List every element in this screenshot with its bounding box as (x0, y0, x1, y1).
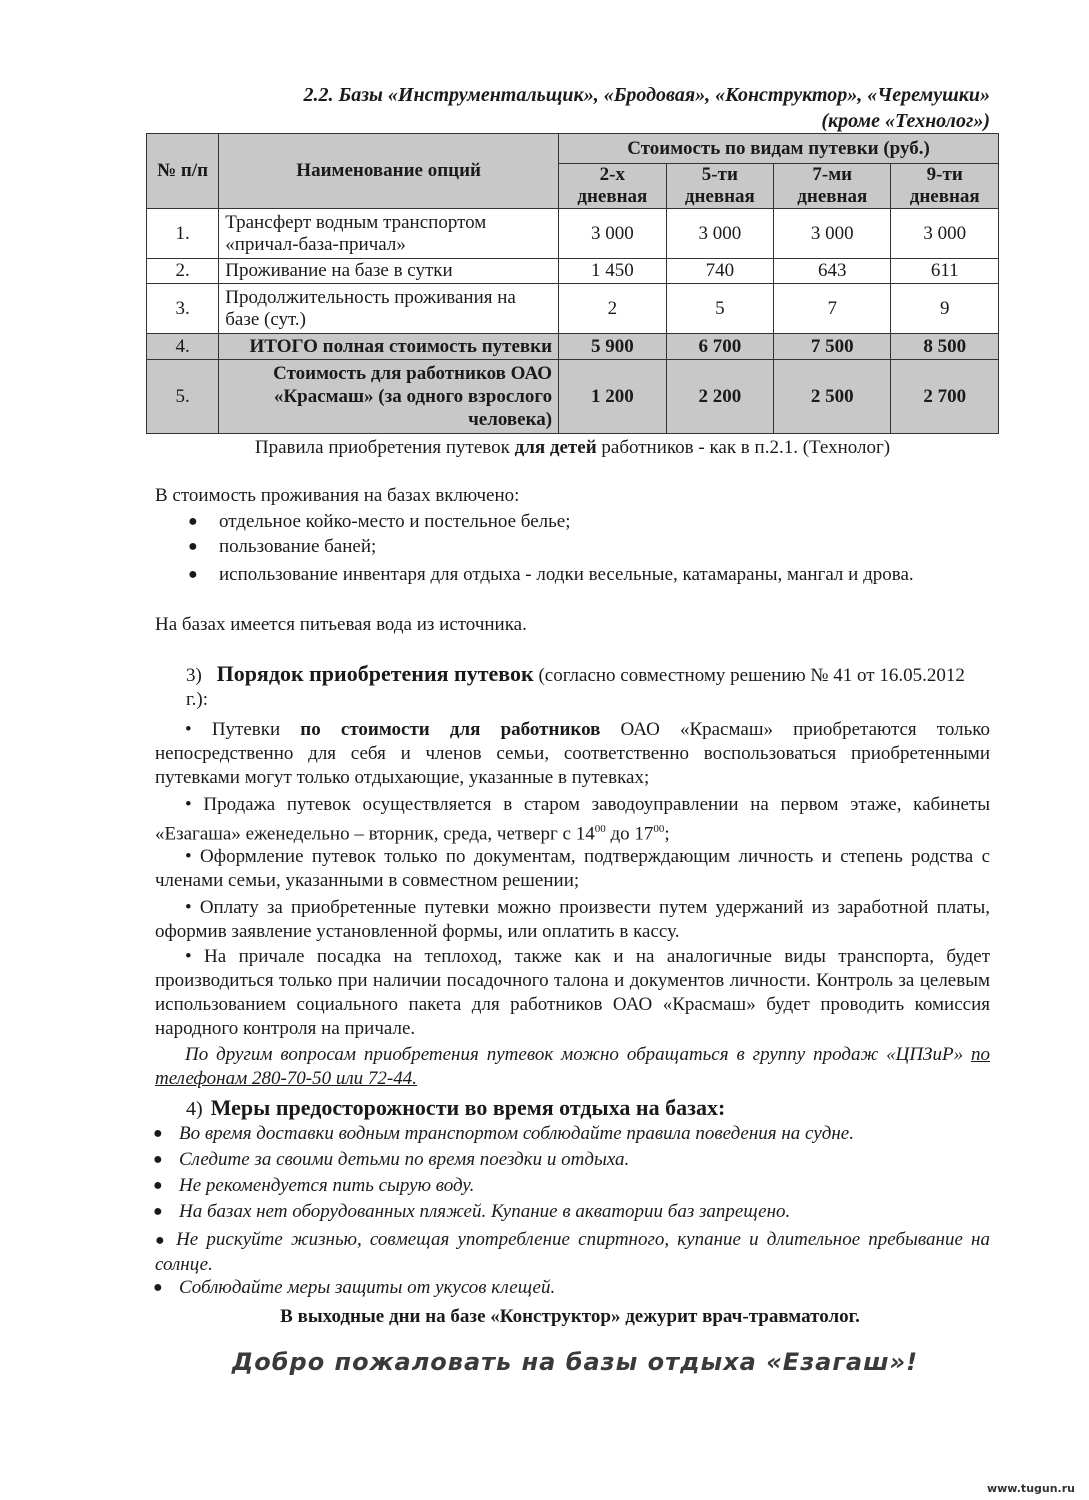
row-value: 611 (891, 259, 999, 284)
row-name: ИТОГО полная стоимость путевки (219, 334, 559, 360)
section-4-title: Меры предосторожности во время отдыха на базах: (210, 1095, 726, 1120)
section-2-2-heading (250, 82, 990, 134)
row-num: 1. (147, 209, 219, 259)
purchase-paragraph-5: • На причале посадка на теплоход, также как и на аналогичные виды транспорта, будет производиться только при наличии посадочного талона и документов личности. Контроль за целевым использованием социального пакета для работников ОАО «Красмаш» будет проводить комиссия народного контроля на причале. (155, 946, 991, 1039)
bullet-icon: ● (153, 1279, 163, 1296)
row-name: Проживание на базе в сутки (219, 259, 559, 284)
sub-header: 7-ми дневная (774, 164, 891, 209)
row-value: 3 000 (666, 209, 774, 259)
table-row (147, 259, 999, 284)
row-value: 3 000 (559, 209, 667, 259)
bullet-icon: • (185, 897, 200, 918)
section-3-num: 3) (186, 665, 202, 686)
row-num: 3. (147, 284, 219, 334)
row-value: 7 (774, 284, 891, 334)
options-table (146, 133, 999, 434)
section-2-2-note: (кроме «Технолог») (821, 110, 990, 132)
row-value: 9 (891, 284, 999, 334)
section-3-heading (186, 662, 990, 712)
table-row-employee (147, 360, 999, 434)
row-value: 2 (559, 284, 667, 334)
purchase-paragraph-1: • Путевки по стоимости для работников ОАО «Красмаш» приобретаются только непосредственно для себя и членов семьи, соответственно воспользоваться приобретенными путевками могут только отдыхающие, указанные в путевках; (155, 719, 991, 788)
bullet-icon: ● (188, 513, 198, 530)
bullet-icon: ● (188, 566, 198, 583)
sub-header: 2-х дневная (559, 164, 667, 209)
phone-numbers: по телефонам 280-70-50 или 72-44. (155, 1044, 990, 1089)
row-value: 643 (774, 259, 891, 284)
row-name: Стоимость для работников ОАО «Красмаш» (за одного взрослого человека) (219, 360, 559, 434)
included-item: отдельное койко-место и постельное белье; (219, 511, 571, 532)
row-value: 3 000 (891, 209, 999, 259)
section-4-heading (186, 1094, 990, 1125)
row-value: 3 000 (774, 209, 891, 259)
col-group-header: Стоимость по видам путевки (руб.) (559, 134, 999, 164)
row-num: 4. (147, 334, 219, 360)
bullet-icon: ● (188, 538, 198, 555)
purchase-paragraph-3: • Оформление путевок только по документам, подтверждающим личность и степень родства с членами семьи, указанными в совместном решении; (155, 846, 990, 891)
row-value: 1 200 (559, 360, 667, 434)
included-intro: В стоимость проживания на базах включено: (155, 485, 520, 506)
row-value: 1 450 (559, 259, 667, 284)
safety-item: На базах нет оборудованных пляжей. Купание в акватории баз запрещено. (179, 1201, 791, 1222)
table-row (147, 209, 999, 259)
row-value: 740 (666, 259, 774, 284)
included-item: использование инвентаря для отдыха - лодки весельные, катамараны, мангал и дрова. (219, 564, 914, 585)
site-watermark: www.tugun.ru (986, 1482, 1075, 1495)
section-4-num: 4) (186, 1098, 203, 1120)
sub-header: 9-ти дневная (891, 164, 999, 209)
row-value: 5 (666, 284, 774, 334)
row-value: 8 500 (891, 334, 999, 360)
water-note: На базах имеется питьевая вода из источника. (155, 614, 527, 635)
row-num: 2. (147, 259, 219, 284)
bullet-icon: ● (155, 1232, 169, 1249)
contact-info: По другим вопросам приобретения путевок можно обращаться в группу продаж «ЦПЗиР» по телефонам 280-70-50 или 72-44. (155, 1044, 990, 1089)
row-value: 6 700 (666, 334, 774, 360)
included-item: пользование баней; (219, 536, 377, 557)
bullet-icon: • (185, 846, 201, 867)
table-row (147, 284, 999, 334)
row-value: 5 900 (559, 334, 667, 360)
children-rules-note: Правила приобретения путевок для детей работников - как в п.2.1. (Технолог) (254, 437, 891, 458)
row-name: Трансферт водным транспортом «причал-база-причал» (219, 209, 559, 259)
purchase-paragraph-4: • Оплату за приобретенные путевки можно произвести путем удержаний из заработной платы, оформив заявление установленной формы, или оплатить в кассу. (155, 897, 990, 942)
safety-item: Соблюдайте меры защиты от укусов клещей. (179, 1277, 556, 1298)
row-value: 2 500 (774, 360, 891, 434)
bullet-icon: • (185, 719, 212, 740)
safety-item: Не рекомендуется пить сырую воду. (179, 1175, 475, 1196)
doctor-note: В выходные дни на базе «Конструктор» дежурит врач-травматолог. (280, 1306, 860, 1327)
row-num: 5. (147, 360, 219, 434)
row-value: 7 500 (774, 334, 891, 360)
bullet-icon: • (185, 794, 204, 815)
col-num-header: № п/п (147, 134, 219, 209)
row-value: 2 200 (666, 360, 774, 434)
safety-item: Во время доставки водным транспортом соблюдайте правила поведения на судне. (179, 1123, 854, 1144)
section-3-title: Порядок приобретения путевок (216, 661, 534, 686)
bullet-icon: ● (153, 1125, 163, 1142)
welcome-banner: Добро пожаловать на базы отдыха «Езагаш»! (231, 1348, 919, 1376)
row-name: Продолжительность проживания на базе (сут.) (219, 284, 559, 334)
bullet-icon: ● (153, 1151, 163, 1168)
section-3-subtitle: (согласно совместному решению № 41 от 16.05.2012 г.): (186, 665, 965, 710)
bullet-icon: • (185, 946, 205, 967)
table-row-total (147, 334, 999, 360)
section-2-2-title: 2.2. Базы «Инструментальщик», «Бродовая», «Конструктор», «Черемушки» (303, 84, 990, 106)
safety-item: ● Не рискуйте жизнью, совмещая употребление спиртного, купание и длительное пребывание на солнце. (155, 1229, 990, 1275)
purchase-paragraph-2: • Продажа путевок осуществляется в старом заводоуправлении на первом этаже, кабинеты «Езагаша» еженедельно – вторник, среда, четверг с $14^{00}$ до $17^{00}$; (155, 794, 991, 845)
safety-item: Следите за своими детьми по время поездки и отдыха. (179, 1149, 630, 1170)
col-name-header: Наименование опций (219, 134, 559, 209)
sub-header: 5-ти дневная (666, 164, 774, 209)
row-value: 2 700 (891, 360, 999, 434)
bullet-icon: ● (153, 1177, 163, 1194)
bullet-icon: ● (153, 1203, 163, 1220)
